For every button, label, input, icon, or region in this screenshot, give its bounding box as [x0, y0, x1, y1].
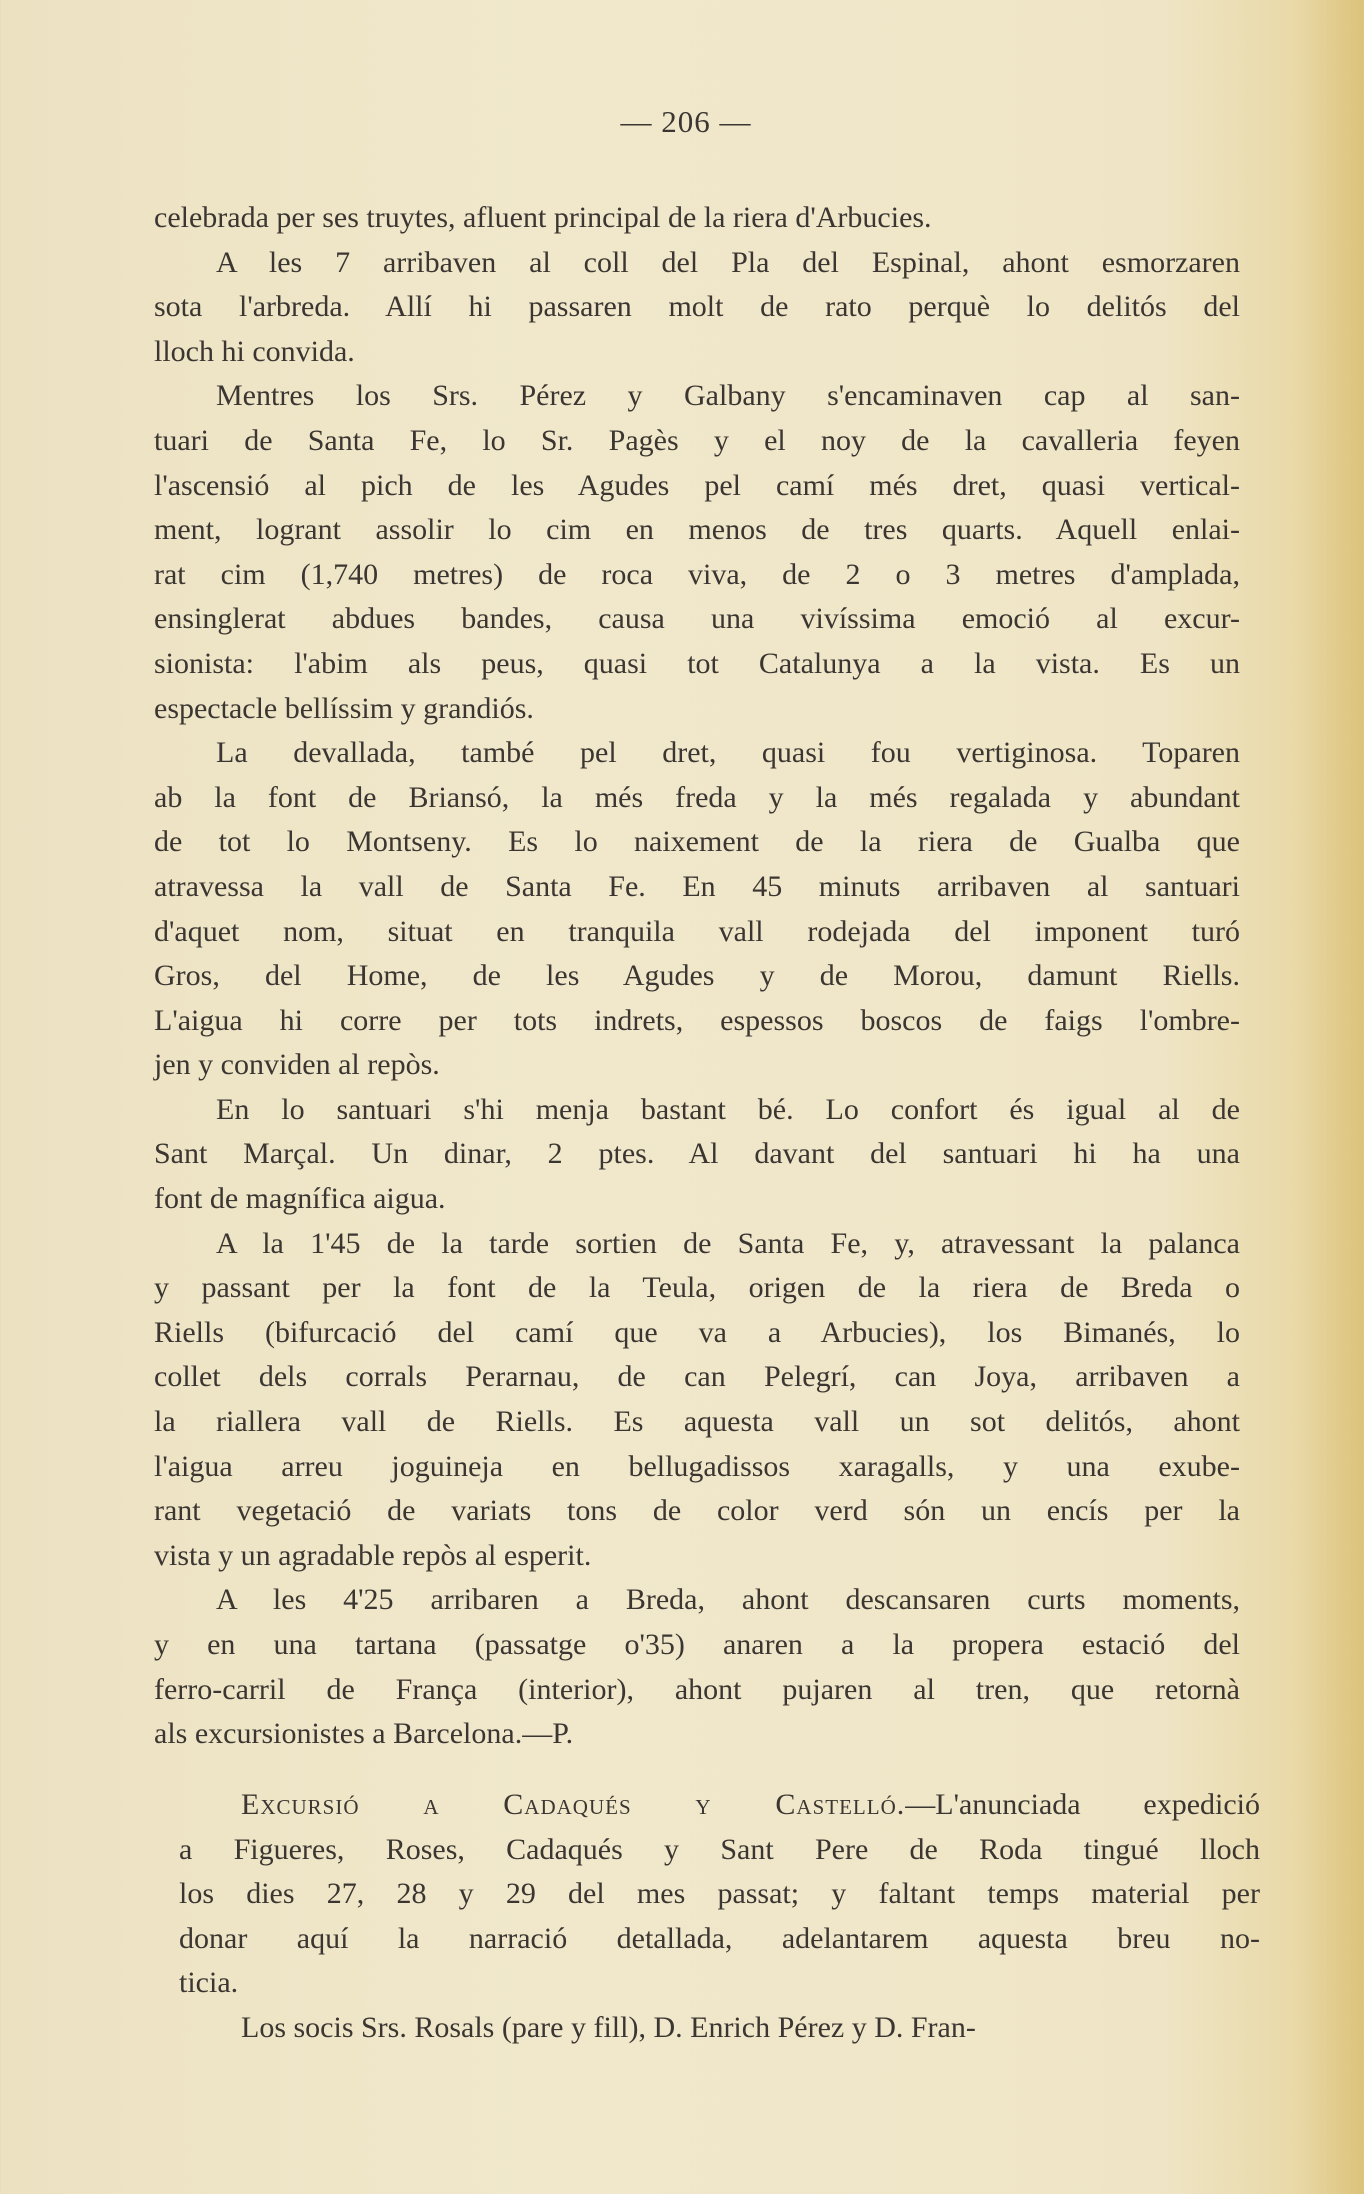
- paragraph: [179, 1828, 1260, 2006]
- page-number: — 206 —: [620, 104, 752, 139]
- paragraph: [154, 731, 1240, 1088]
- paragraph: [154, 1088, 1240, 1222]
- text-line: ferro-carril de França (interior), ahont pujaren al tren, que retornà: [154, 1672, 1240, 1706]
- text-line: tuari de Santa Fe, lo Sr. Pagès y el noy de la cavalleria feyen: [154, 423, 1240, 457]
- text-line: En lo santuari s'hi menja bastant bé. Lo confort és igual al de: [216, 1092, 1240, 1126]
- text-line: atravessa la vall de Santa Fe. En 45 minuts arribaven al santuari: [154, 869, 1240, 903]
- text-line: font de magnífica aigua.: [154, 1182, 446, 1216]
- text-line: ab la font de Briansó, la més freda y la més regalada y abundant: [154, 780, 1240, 814]
- text-line: rat cim (1,740 metres) de roca viva, de 2 o 3 metres d'amplada,: [154, 557, 1240, 591]
- text-line: celebrada per ses truytes, afluent principal de la riera d'Arbucies.: [154, 201, 932, 234]
- paragraph: [179, 2006, 1260, 2051]
- text-line: lloch hi convida.: [154, 334, 355, 368]
- paragraph: [154, 196, 1240, 241]
- text-line: espectacle bellíssim y grandiós.: [154, 691, 534, 725]
- text-line: ment, logrant assolir lo cim en menos de tres quarts. Aquell enlai-: [154, 513, 1240, 547]
- text-line: L'aigua hi corre per tots indrets, espessos boscos de faigs l'ombre-: [154, 1003, 1240, 1037]
- text-line: sota l'arbreda. Allí hi passaren molt de rato perquè lo delitós del: [154, 290, 1240, 324]
- paragraph: [154, 241, 1240, 375]
- article-body-section: [154, 196, 1240, 1757]
- text-line: l'ascensió al pich de les Agudes pel camí més dret, quasi vertical-: [154, 468, 1240, 502]
- heading-line-text: —L'anunciada expedició: [905, 1788, 1260, 1821]
- text-line: de tot lo Montseny. Es lo naixement de la riera de Gualba que: [154, 825, 1240, 859]
- text-line: ensinglerat abdues bandes, causa una vivíssima emoció al excur-: [154, 602, 1240, 636]
- section-heading: Excursió a Cadaqués y Castelló.: [241, 1788, 906, 1821]
- text-line: collet dels corrals Perarnau, de can Pelegrí, can Joya, arribaven a: [154, 1360, 1240, 1394]
- text-line: y passant per la font de la Teula, origen de la riera de Breda o: [154, 1271, 1240, 1305]
- text-line: los dies 27, 28 y 29 del mes passat; y faltant temps material per: [179, 1877, 1260, 1911]
- text-line: Gros, del Home, de les Agudes y de Morou, damunt Riells.: [154, 959, 1240, 993]
- text-line: sionista: l'abim als peus, quasi tot Catalunya a la vista. Es un: [154, 646, 1240, 680]
- text-line: donar aquí la narració detallada, adelantarem aquesta breu no-: [179, 1921, 1260, 1955]
- text-line: A les 7 arribaven al coll del Pla del Espinal, ahont esmorzaren: [216, 245, 1240, 279]
- text-line: als excursionistes a Barcelona.—P.: [154, 1717, 574, 1751]
- text-line: Sant Marçal. Un dinar, 2 ptes. Al davant del santuari hi ha una: [154, 1137, 1240, 1171]
- text-line: jen y conviden al repòs.: [154, 1048, 440, 1082]
- text-line: d'aquet nom, situat en tranquila vall rodejada del imponent turó: [154, 914, 1240, 948]
- text-line: l'aigua arreu joguineja en bellugadissos xaragalls, y una exube-: [154, 1449, 1240, 1483]
- paragraph: [154, 374, 1240, 731]
- text-line: vista y un agradable repòs al esperit.: [154, 1538, 592, 1572]
- text-line: rant vegetació de variats tons de color verd són un encís per la: [154, 1494, 1240, 1528]
- text-line: a Figueres, Roses, Cadaqués y Sant Pere de Roda tingué lloch: [179, 1832, 1260, 1866]
- text-line: y en una tartana (passatge o'35) anaren a la propera estació del: [154, 1628, 1240, 1661]
- paragraph: [154, 1578, 1240, 1756]
- text-line: A la 1'45 de la tarde sortien de Santa Fe, y, atravessant la palanca: [216, 1226, 1240, 1260]
- text-line: Riells (bifurcació del camí que va a Arbucies), los Bimanés, lo: [154, 1315, 1240, 1349]
- text-line: la riallera vall de Riells. Es aquesta vall un sot delitós, ahont: [154, 1405, 1240, 1439]
- text-line: ticia.: [179, 1966, 239, 2000]
- paragraph: [154, 1222, 1240, 1579]
- text-line: La devallada, també pel dret, quasi fou vertiginosa. Toparen: [216, 736, 1240, 770]
- text-line: A les 4'25 arribaren a Breda, ahont descansaren curts moments,: [216, 1583, 1240, 1617]
- excursion-cadaques-section: [179, 1783, 1260, 2051]
- text-line: Los socis Srs. Rosals (pare y fill), D. Enrich Pérez y D. Fran-: [241, 2010, 976, 2044]
- text-line: Mentres los Srs. Pérez y Galbany s'encaminaven cap al san-: [216, 379, 1240, 413]
- section-heading-line: [179, 1783, 1260, 1828]
